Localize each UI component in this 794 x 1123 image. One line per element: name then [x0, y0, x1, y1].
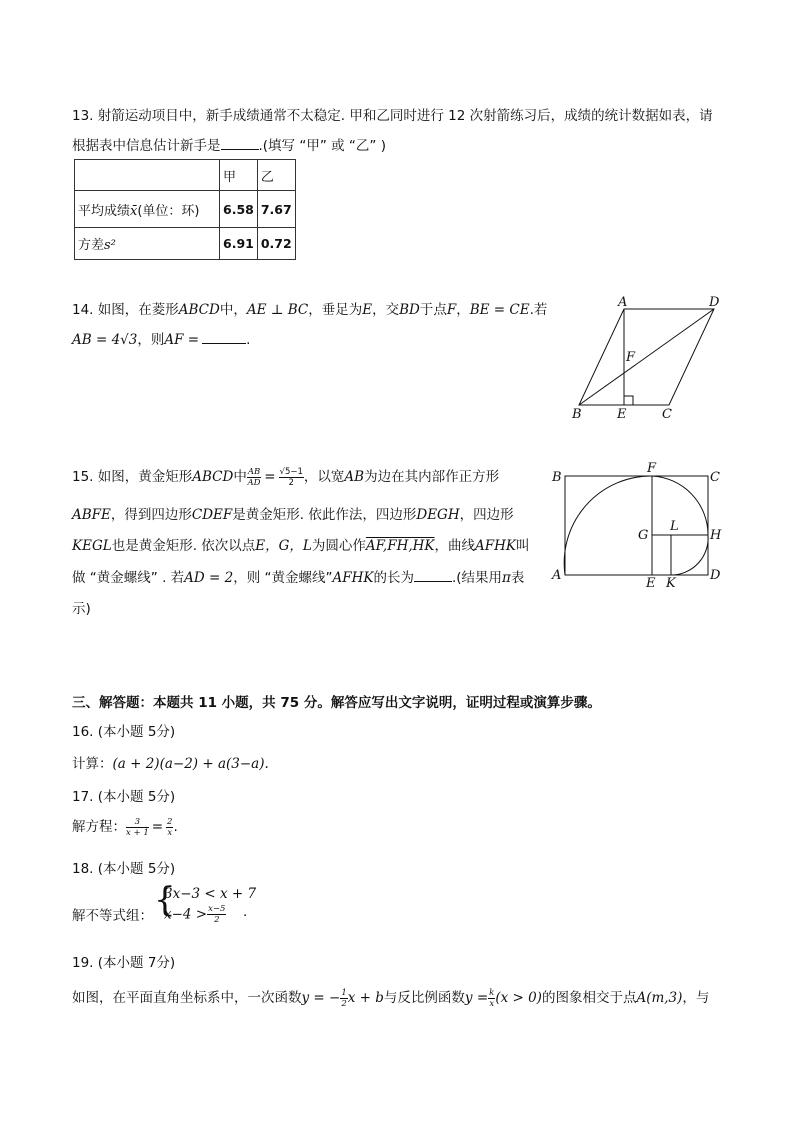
label-c: C: [710, 470, 720, 485]
rectangle-abcd: [565, 476, 708, 575]
q14-text: 于点: [419, 302, 447, 318]
q14-rhombus-figure: [560, 296, 730, 426]
label-l: L: [670, 519, 679, 534]
frac-denominator: x: [489, 998, 495, 1009]
q16-expression: (a + 2)(a−2) + a(3−a).: [112, 756, 269, 772]
q14-text: 14. 如图，在菱形: [72, 302, 179, 318]
q19-text: 与反比例函数: [383, 990, 465, 1006]
table-header-jia: 甲: [220, 160, 258, 191]
q15-ab: AB: [344, 469, 365, 485]
frac-numerator: k: [489, 987, 495, 998]
q14-bd: BD: [399, 302, 420, 318]
q14-e: E: [362, 302, 373, 318]
q19-half-fraction: [340, 988, 347, 1009]
frac-numerator: 1: [341, 987, 347, 998]
golden-spiral-afhk: [564, 476, 708, 575]
q14-f: F: [446, 302, 457, 318]
q15-afhk: AFHK: [332, 570, 374, 586]
frac-denominator: 2: [288, 477, 294, 488]
q19-text: 的图象相交于点: [541, 990, 637, 1006]
mean-symbol: x̄: [130, 203, 138, 219]
q15-text: 为边在其内部作正方形: [364, 469, 500, 485]
q14-af: AF =: [164, 332, 200, 348]
variance-jia: 6.91: [220, 228, 258, 260]
q15-text: ，则 “黄金螺线”: [233, 570, 333, 586]
q14-ae-perp-bc: AE ⊥ BC: [246, 302, 309, 318]
section3-heading: 三、解答题：本题共 11 小题，共 75 分。解答应写出文字说明，证明过程或演算步骤。: [72, 695, 601, 711]
q15-line4: [72, 566, 524, 586]
q15-answer-blank[interactable]: [414, 568, 452, 582]
q19-text: ，与: [682, 990, 710, 1006]
q16-label: 计算：: [72, 756, 113, 772]
q18-label: 解不等式组：: [72, 908, 153, 924]
q13-stat-table: [74, 159, 296, 260]
q15-text: ，曲线: [434, 538, 476, 554]
q14-answer-blank[interactable]: [202, 330, 246, 344]
q14-ab-value: AB = 4√3: [72, 332, 138, 348]
q17-fraction-left: [126, 817, 149, 838]
label-b: B: [552, 470, 562, 485]
frac-denominator: 2: [214, 915, 220, 925]
frac-denominator: 2: [341, 998, 347, 1009]
q14-text: .: [246, 332, 251, 348]
q19-title: 19. (本小题 7分): [72, 955, 176, 971]
right-angle-mark: [624, 396, 633, 405]
q15-ad-value: AD = 2: [184, 570, 234, 586]
q18-ineq2: [164, 904, 226, 925]
q13-line2: [72, 134, 386, 154]
variance-label: 方差: [78, 238, 105, 253]
q14-text: ，垂足为: [308, 302, 363, 318]
diagonal-bd: [579, 309, 714, 405]
label-g: G: [638, 528, 649, 543]
q15-abfe: ABFE: [72, 507, 111, 523]
mean-jia: 6.58: [220, 191, 258, 228]
q14-be-ce: BE = CE: [469, 302, 530, 318]
q15-text: ，以宽: [303, 469, 345, 485]
q14-line2: [72, 328, 250, 348]
q13-line2-post: .(填写 “甲” 或 “乙” ): [258, 138, 386, 154]
frac-numerator: 3: [126, 817, 149, 828]
frac-numerator: 2: [167, 816, 173, 827]
frac-numerator: AB: [247, 466, 261, 477]
q15-line5: 示): [72, 601, 91, 617]
q15-text: 表: [510, 570, 525, 586]
q14-text: 中，: [219, 302, 247, 318]
label-h: H: [710, 528, 722, 543]
q18-ineq1: 3x−3 < x + 7: [164, 886, 257, 902]
q15-abcd: ABCD: [192, 469, 234, 485]
variance-yi: 0.72: [257, 228, 295, 260]
frac-denominator: x: [167, 827, 173, 838]
q15-line2: [72, 503, 514, 523]
q14-text: ，: [456, 302, 470, 318]
label-c: C: [662, 407, 672, 422]
table-header-empty: [75, 160, 220, 191]
q15-text: .(结果用: [451, 570, 503, 586]
q13-line2-pre: 根据表中信息估计新手是: [72, 138, 221, 154]
q15-ratio-fraction: [247, 467, 261, 488]
label-k: K: [666, 576, 676, 590]
label-e: E: [646, 576, 656, 590]
q18-fraction: [207, 904, 226, 925]
row-label-mean: [75, 191, 220, 228]
q15-text: 也是黄金矩形. 依次以点: [111, 538, 256, 554]
q15-golden-fraction: [279, 467, 304, 488]
q14-line1: [72, 298, 547, 318]
q18-end: .: [243, 904, 248, 920]
q16-title: 16. (本小题 5分): [72, 724, 176, 740]
q15-golden-rectangle-figure: [548, 460, 728, 590]
equals-sign: =: [264, 469, 276, 485]
q15-line1: [72, 465, 499, 488]
table-row: [75, 160, 296, 191]
q15-text: 做 “黄金螺线” . 若: [72, 570, 185, 586]
q15-cdef: CDEF: [191, 507, 233, 523]
table-header-yi: 乙: [257, 160, 295, 191]
q19-point-a: A(m,3): [636, 990, 683, 1006]
label-f: F: [647, 461, 657, 476]
equals-sign: =: [151, 819, 164, 835]
q15-arcs: AF,FH,HK: [365, 538, 435, 554]
q19-linear-left: y = −: [301, 990, 341, 1006]
q19-body: [72, 986, 709, 1009]
q15-egl: E，G，L: [255, 538, 312, 554]
q17-label: 解方程：: [72, 819, 126, 835]
variance-symbol: s²: [104, 238, 116, 253]
q13-line1: 13. 射箭运动项目中，新手成绩通常不太稳定. 甲和乙同时进行 12 次射箭练习后，成绩的统计数据如表，请: [72, 108, 713, 124]
q15-degh: DEGH: [416, 507, 460, 523]
q19-domain: (x > 0): [495, 990, 542, 1006]
q15-text: 叫: [516, 538, 530, 554]
mean-yi: 7.67: [257, 191, 295, 228]
q15-text: 15. 如图，黄金矩形: [72, 469, 193, 485]
table-row: [75, 191, 296, 228]
label-a: A: [552, 568, 562, 583]
q14-text: ，则: [137, 332, 165, 348]
frac-denominator: x + 1: [126, 827, 149, 838]
q16-body: [72, 752, 269, 772]
q15-text: 是黄金矩形. 依此作法，四边形: [232, 507, 417, 523]
q13-answer-blank[interactable]: [221, 136, 259, 150]
label-d: D: [709, 296, 720, 310]
frac-numerator: x−5: [208, 904, 226, 914]
label-a: A: [618, 296, 628, 310]
q14-abcd: ABCD: [178, 302, 220, 318]
q17-end: .: [173, 819, 178, 835]
q17-body: [72, 815, 178, 838]
q18-title: 18. (本小题 5分): [72, 861, 176, 877]
q17-title: 17. (本小题 5分): [72, 789, 176, 805]
q15-afhk: AFHK: [475, 538, 516, 554]
label-e: E: [617, 407, 627, 422]
q15-kegl: KEGL: [72, 538, 112, 554]
q19-linear-right: x + b: [347, 990, 384, 1006]
q14-text: ，交: [372, 302, 400, 318]
mean-unit: (单位：环): [137, 203, 200, 219]
q19-text: 如图，在平面直角坐标系中，一次函数: [72, 990, 302, 1006]
q15-line3: [72, 534, 530, 554]
q18-brace: {: [154, 880, 176, 920]
q15-text: 中: [233, 469, 247, 485]
mean-label: 平均成绩: [78, 203, 131, 219]
frac-numerator: √5−1: [279, 466, 303, 477]
label-b: B: [572, 407, 582, 422]
frac-denominator: AD: [247, 477, 261, 488]
q15-text: ，四边形: [459, 507, 514, 523]
q15-text: 的长为: [373, 570, 414, 586]
label-f: F: [626, 350, 636, 365]
q15-pi: π: [502, 570, 511, 586]
table-row: [75, 228, 296, 260]
label-d: D: [710, 568, 721, 583]
q18-ineq2-left: x−4 >: [164, 906, 208, 923]
row-label-variance: [75, 228, 220, 260]
q15-text: 为圆心作: [311, 538, 366, 554]
q19-inverse-left: y =: [464, 990, 489, 1006]
q15-text: ，得到四边形: [110, 507, 192, 523]
q14-text: .若: [529, 302, 548, 318]
